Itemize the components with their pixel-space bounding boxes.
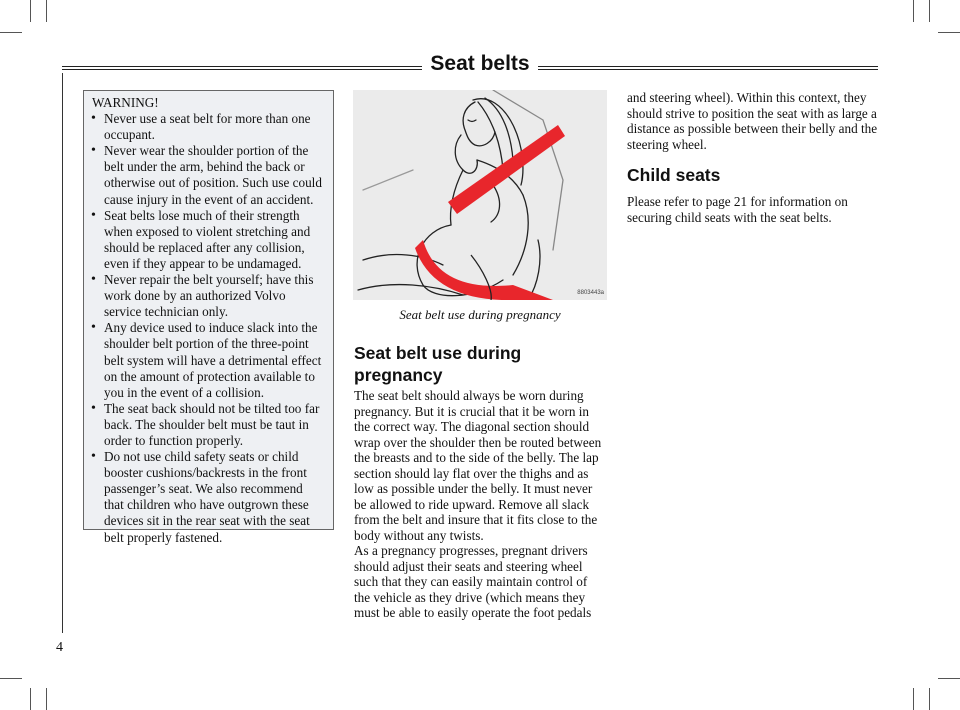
warning-box — [83, 90, 334, 545]
body-paragraph: Please refer to page 21 for information on securing child seats with the seat belts. — [627, 194, 848, 225]
header-rule-left — [62, 66, 422, 70]
crop-mark — [0, 32, 22, 33]
section-heading-child-seats: Child seats — [627, 165, 721, 185]
crop-mark — [913, 0, 914, 22]
body-paragraph: and steering wheel). Within this context, they should strive to position the seat with as large a distance as possible between their belly and the steering wheel. — [627, 90, 878, 152]
warning-item: • Seat belts lose much of their strength when exposed to violent stretching and should be replaced after any collision, even if they appear to be undamaged. — [90, 208, 325, 272]
figure-code: 8803443a — [577, 290, 604, 296]
body-paragraph: The seat belt should always be worn during pregnancy. But it is crucial that it be worn in the correct way. The diagonal section should wrap over the shoulder then be routed between the breasts and to the side of the belly. The lap section should lay flat over the thighs and as low as possible under the belly. It must never be allowed to ride upward. Remove all slack from the belt and insure that it fits close to the body without any twists. — [354, 388, 602, 543]
crop-mark — [0, 678, 22, 679]
crop-mark — [46, 688, 47, 710]
page-number: 4 — [56, 640, 63, 655]
header-rule-right — [538, 66, 878, 70]
warning-list — [90, 111, 325, 546]
warning-item: • Do not use child safety seats or child booster cushions/backrests in the front passenger’s seat. We also recommend that children who have outgrown these devices sit in the rear seat with the seat belt properly fastened. — [90, 449, 325, 546]
crop-mark — [929, 688, 930, 710]
crop-mark — [913, 688, 914, 710]
warning-item: • Never use a seat belt for more than one occupant. — [90, 111, 325, 143]
crop-mark — [929, 0, 930, 22]
diagonal-belt — [448, 125, 565, 214]
pregnancy-seatbelt-illustration — [353, 90, 607, 300]
pregnant-woman-drawing — [353, 90, 607, 300]
section-body-pregnancy — [354, 388, 606, 621]
warning-item: • Any device used to induce slack into the shoulder belt portion of the three-point belt system will have a detrimental effect on the amount of protection available to you in the event of a collision. — [90, 320, 325, 400]
section-heading-pregnancy: Seat belt use during pregnancy — [354, 343, 522, 385]
figure-caption: Seat belt use during pregnancy — [399, 307, 561, 322]
right-column — [627, 90, 883, 225]
margin-rule — [62, 73, 63, 633]
page-title: Seat belts — [430, 52, 530, 75]
warning-title: WARNING! — [92, 95, 159, 110]
crop-mark — [938, 678, 960, 679]
warning-item: • The seat back should not be tilted too far back. The shoulder belt must be taut in order to function properly. — [90, 401, 325, 449]
crop-mark — [46, 0, 47, 22]
crop-mark — [938, 32, 960, 33]
crop-mark — [30, 0, 31, 22]
warning-item: • Never wear the shoulder portion of the belt under the arm, behind the back or otherwise out of position. Such use could cause injury in the event of an accident. — [90, 143, 325, 207]
body-paragraph: As a pregnancy progresses, pregnant drivers should adjust their seats and steering wheel such that they can easily maintain control of the vehicle as they drive (which means they must be able to easily operate the foot pedals — [354, 543, 592, 620]
warning-item: • Never repair the belt yourself; have this work done by an authorized Volvo service technician only. — [90, 272, 325, 320]
crop-mark — [30, 688, 31, 710]
